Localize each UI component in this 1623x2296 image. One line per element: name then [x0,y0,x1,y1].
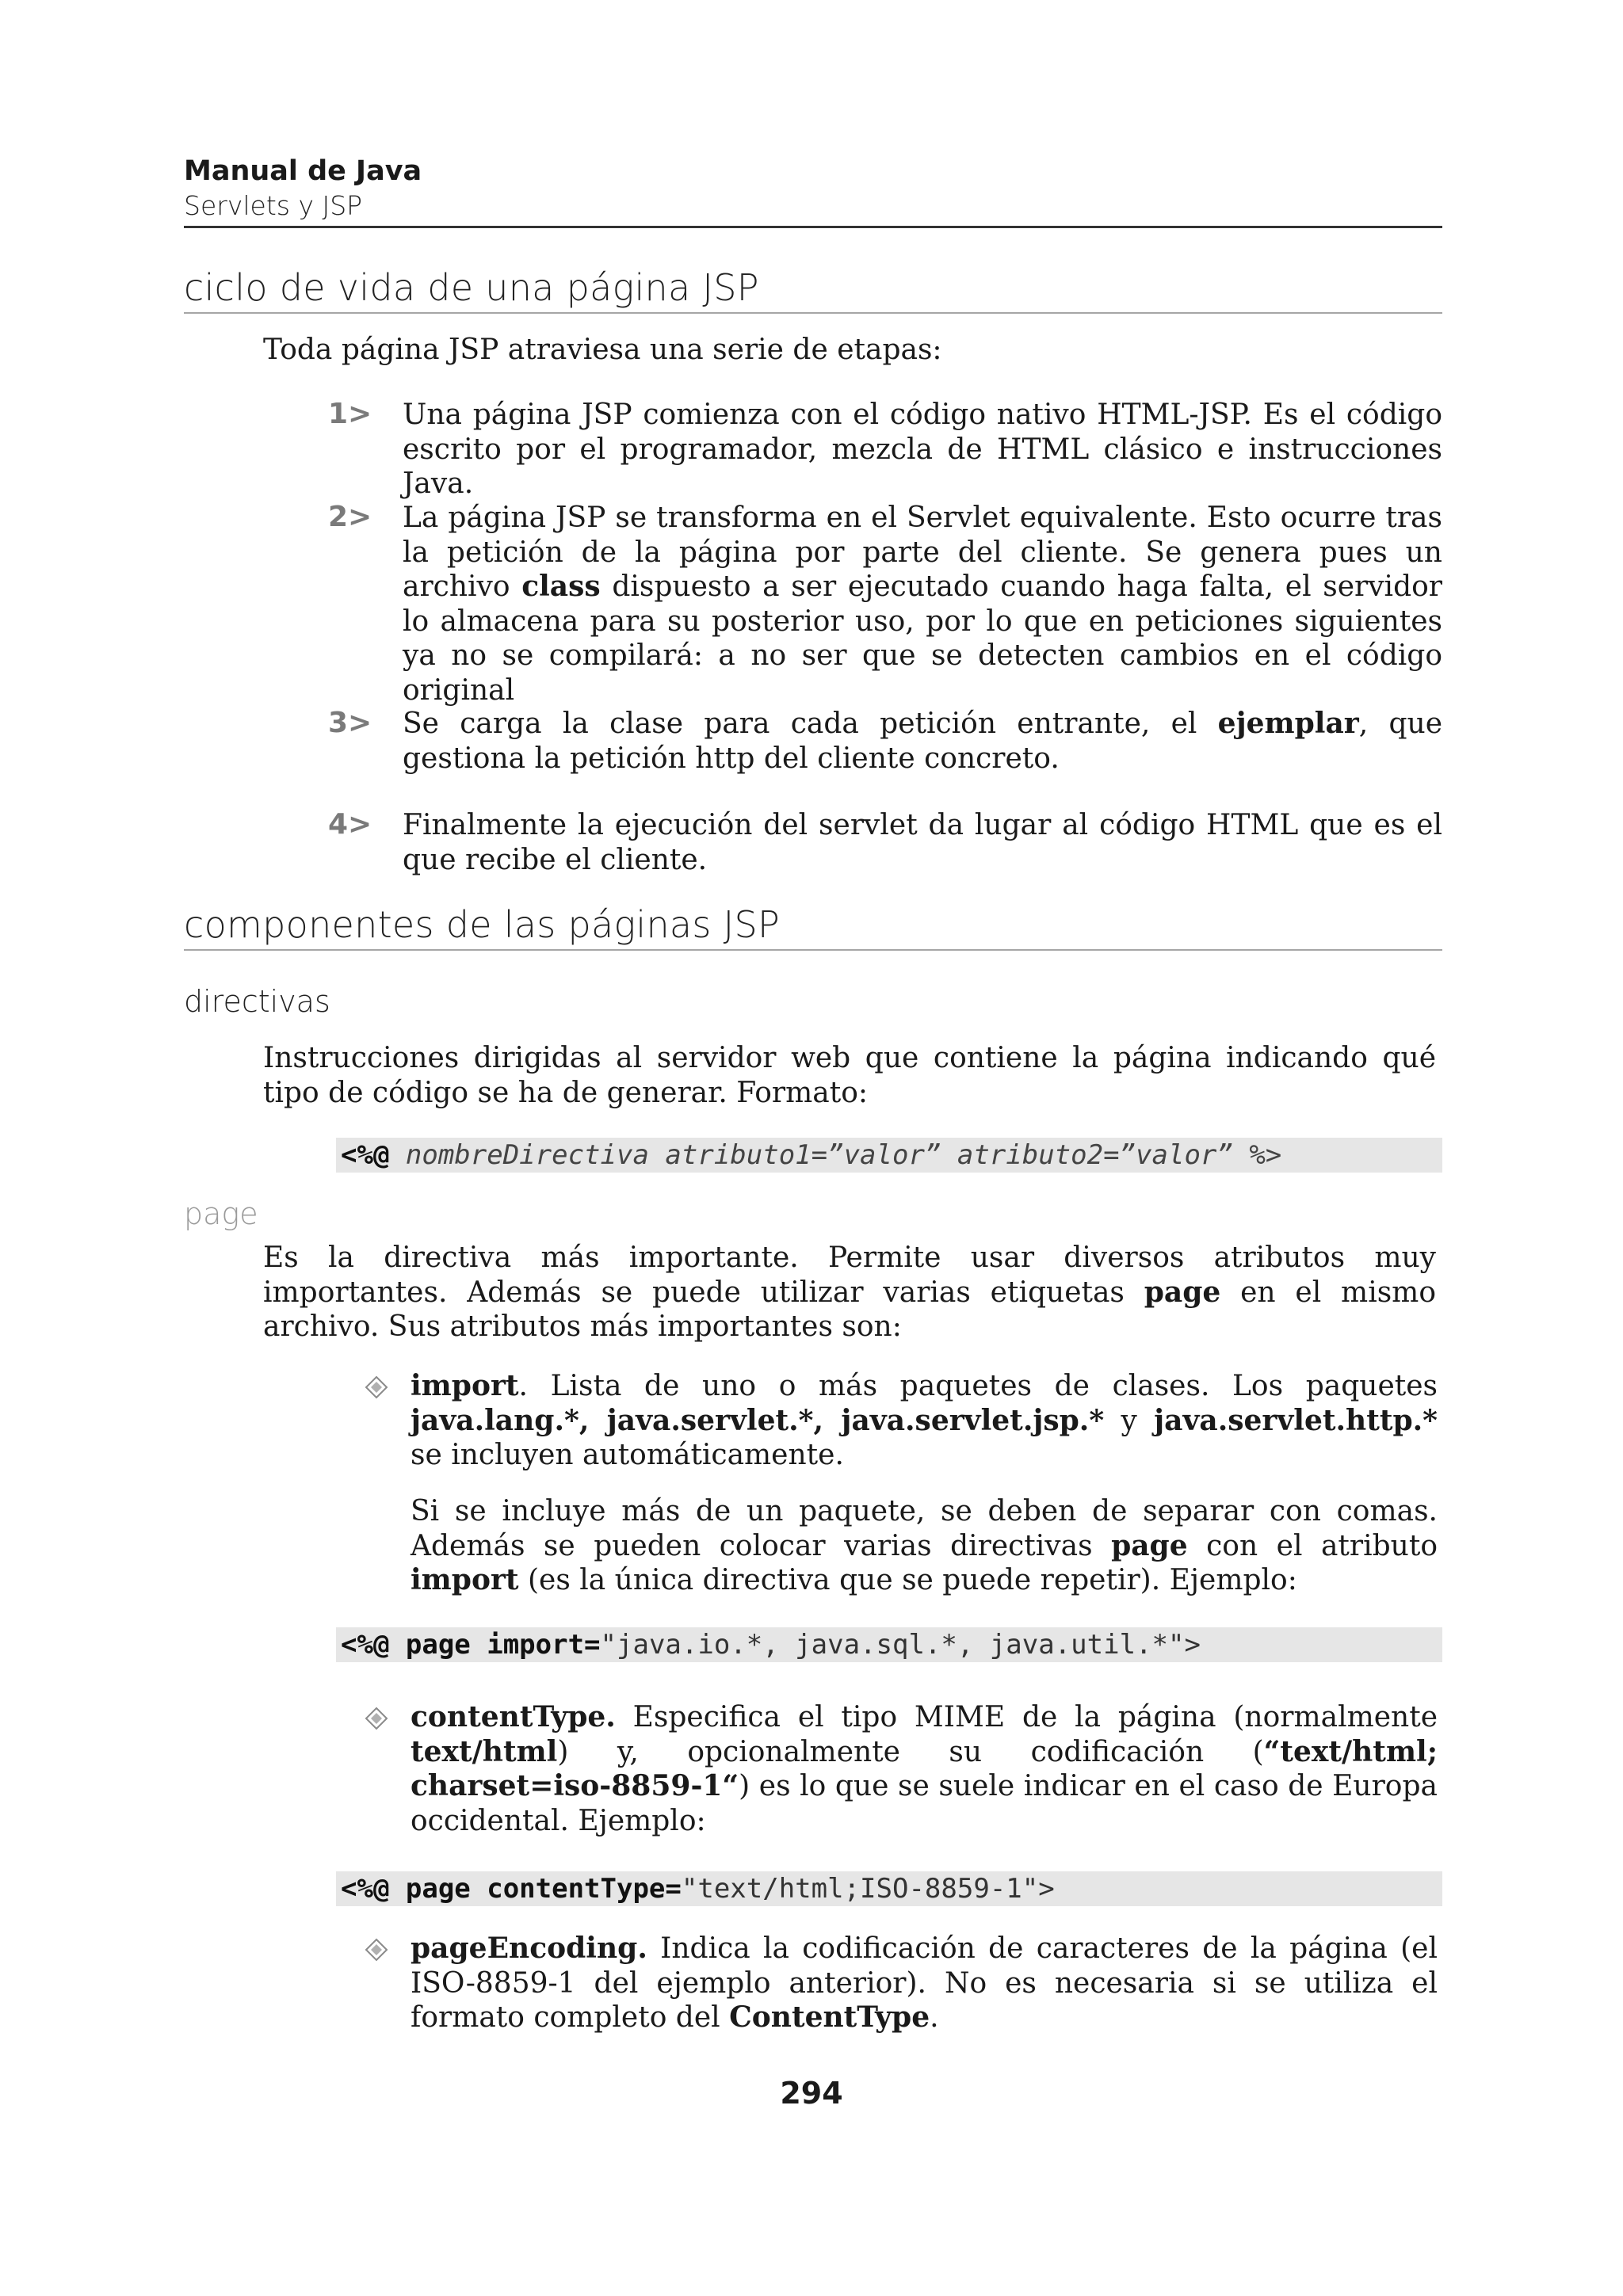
section-rule [184,312,1442,314]
book-title: Manual de Java [184,155,422,187]
code-import-example: <%@ page import="java.io.*, java.sql.*, java.util.*"> [336,1627,1442,1662]
chapter-title: Servlets y JSP [184,190,363,221]
section-title-lifecycle: ciclo de vida de una página JSP [184,266,759,309]
step-number: 3> [328,707,372,739]
step-number: 1> [328,398,372,430]
code-contenttype-example: <%@ page contentType="text/html;ISO-8859-1"> [336,1871,1442,1906]
bullet-text: contentType. Especifica el tipo MIME de la página (normalmente text/html) y, opcionalmente su codificación (“text/html; charset=iso-8859-1“) es lo que se suele indicar en el caso de Europa occidental. Ejemplo: [411,1700,1438,1837]
page-number: 294 [780,2076,843,2111]
section-rule [184,949,1442,951]
bullet-text: import. Lista de uno o más paquetes de clases. Los paquetes java.lang.*, java.servlet.*, java.servlet.jsp.* y java.servlet.http.* se incluyen automáticamente. [411,1369,1438,1471]
diamond-bullet-icon [365,1707,388,1730]
diamond-bullet-icon [365,1938,388,1962]
step-number: 4> [328,808,372,841]
step-text: Se carga la clase para cada petición entrante, el ejemplar, que gestiona la petición http del cliente concreto. [403,707,1442,775]
code-directive-format: <%@ nombreDirectiva atributo1=”valor” atributo2=”valor” %> [336,1138,1442,1173]
diamond-bullet-icon [365,1375,388,1399]
page-intro: Es la directiva más importante. Permite usar diversos atributos muy importantes. Además se puede utilizar varias etiquetas page en el mismo archivo. Sus atributos más importantes son: [263,1241,1436,1343]
lifecycle-intro: Toda página JSP atraviesa una serie de etapas: [263,334,942,366]
header-rule [184,226,1442,228]
section-title-components: componentes de las páginas JSP [184,903,781,946]
step-text: La página JSP se transforma en el Servlet equivalente. Esto ocurre tras la petición de la página por parte del cliente. Se genera pues un archivo class dispuesto a ser ejecutado cuando haga falta, el servidor lo almacena para su posterior uso, por lo que en peticiones siguientes ya no se compilará: a no ser que se detecten cambios en el código original [403,502,1442,707]
bullet-text: pageEncoding. Indica la codificación de caracteres de la página (el ISO-8859-1 del ejemplo anterior). No es necesaria si se utiliza el formato completo del ContentType. [411,1932,1438,2034]
subsection-title-directivas: directivas [184,984,330,1019]
subsection-title-page: page [184,1196,258,1231]
bullet-text-continued: Si se incluye más de un paquete, se deben de separar con comas. Además se pueden colocar varias directivas page con el atributo import (es la única directiva que se puede repetir). Ejemplo: [411,1495,1438,1596]
step-number: 2> [328,501,372,533]
directivas-intro: Instrucciones dirigidas al servidor web que contiene la página indicando qué tipo de código se ha de generar. Formato: [263,1042,1436,1109]
step-text: Finalmente la ejecución del servlet da lugar al código HTML que es el que recibe el cliente. [403,809,1442,876]
step-text: Una página JSP comienza con el código nativo HTML-JSP. Es el código escrito por el programador, mezcla de HTML clásico e instrucciones Java. [403,399,1442,500]
